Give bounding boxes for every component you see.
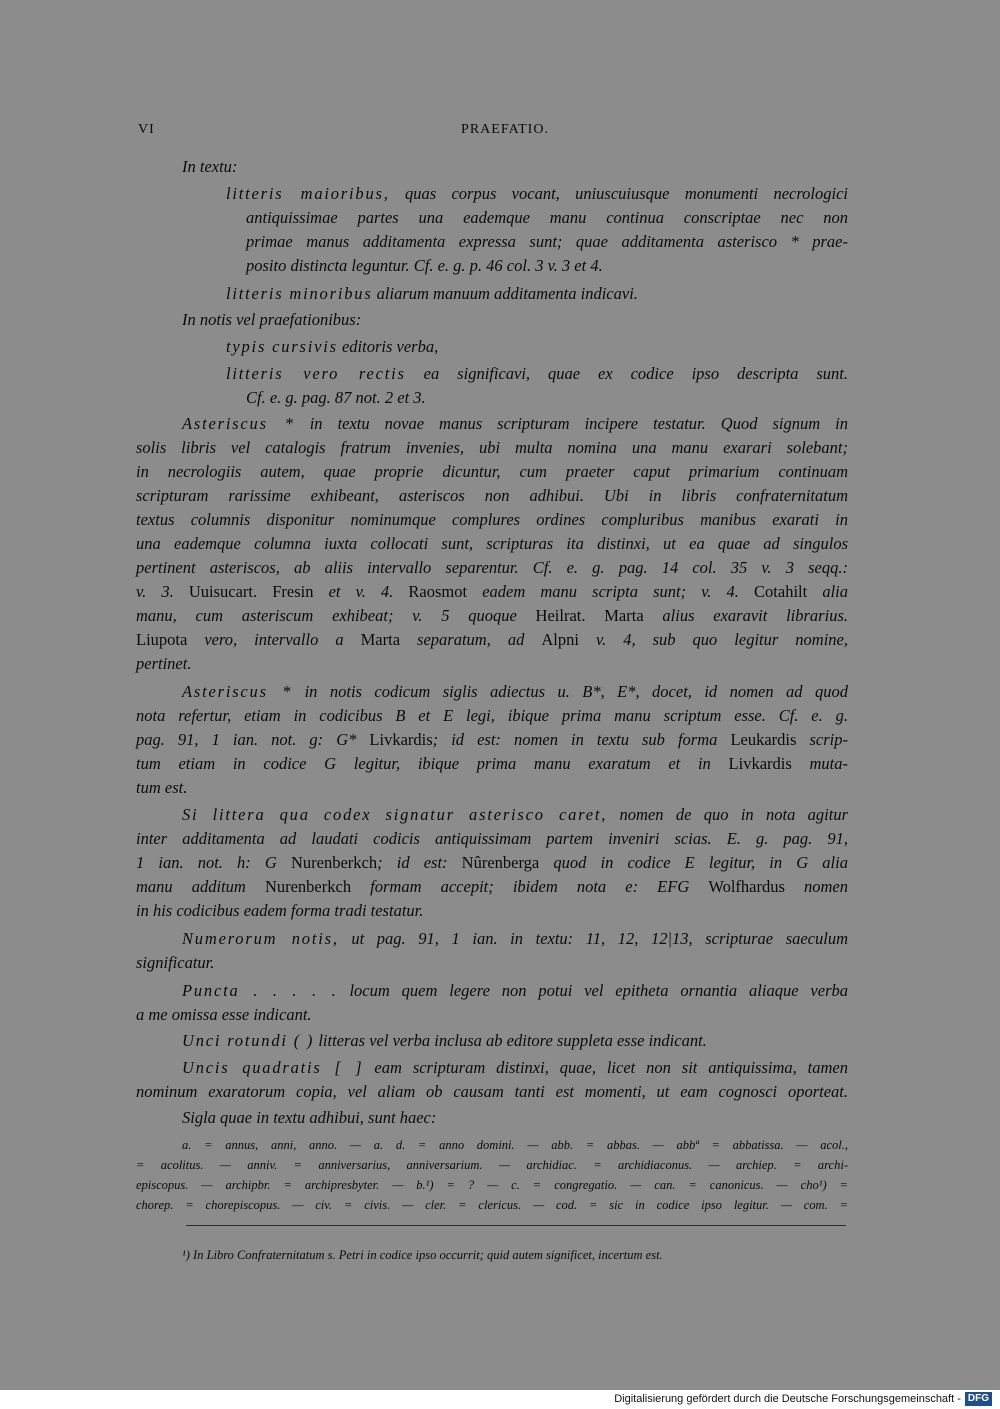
text-line: Unci rotundi ( ) litteras vel verba inclusa ab editore suppleta esse indicant. (182, 1031, 707, 1050)
text-line: significatur. (136, 953, 215, 972)
text-line: pag. 91, 1 ian. not. g: G* Livkardis; id est: nomen in textu sub forma Leukardis scrip- (136, 730, 848, 749)
page-number: VI (138, 122, 155, 137)
footnote-rule (186, 1225, 846, 1226)
text-line: Numerorum notis, ut pag. 91, 1 ian. in textu: 11, 12, 12|13, scripturae saeculum (182, 929, 849, 948)
text-line: In textu: (182, 157, 238, 176)
text-line: v. 3. Uuisucart. Fresin et v. 4. Raosmot eadem manu scripta sunt; v. 4. Cotahilt alia (136, 582, 848, 601)
text-line: Asteriscus * in notis codicum siglis adiectus u. B*, E*, docet, id nomen ad quod (182, 682, 848, 701)
text-line: nominum exaratorum copia, vel aliam ob causam tanti est momenti, ut eam cognosci oporteat. (136, 1082, 848, 1101)
sigla-line: = acolitus. — anniv. = anniversarius, anniversarium. — archidiac. = archidiaconus. — archiep. = archi- (136, 1158, 848, 1172)
text-line: in necrologiis autem, quae proprie dicuntur, cum praeter caput primarium continuam (136, 462, 848, 481)
text-line: pertinent asteriscos, ab aliis intervallo separentur. Cf. e. g. pag. 14 col. 35 v. 3 seqq.: (136, 558, 848, 577)
text-line: Sigla quae in textu adhibui, sunt haec: (182, 1108, 437, 1127)
text-line: litteris minoribus aliarum manuum additamenta indicavi. (226, 284, 638, 303)
text-line: a me omissa esse indicant. (136, 1005, 312, 1024)
text-line: Uncis quadratis [ ] eam scripturam distinxi, quae, licet non sit antiquissima, tamen (182, 1058, 848, 1077)
text-line: 1 ian. not. h: G Nurenberkch; id est: Nûrenberga quod in codice E legitur, in G alia (136, 853, 848, 872)
text-line: in his codicibus eadem forma tradi testatur. (136, 901, 424, 920)
sigla-line: a. = annus, anni, anno. — a. d. = anno domini. — abb. = abbas. — abbª = abbatissa. — acol., (182, 1138, 848, 1152)
text-line: manu additum Nurenberkch formam accepit; ibidem nota e: EFG Wolfhardus nomen (136, 877, 848, 896)
text-line: posito distincta leguntur. Cf. e. g. p. 46 col. 3 v. 3 et 4. (246, 256, 603, 275)
text-line: nota refertur, etiam in codicibus B et E legi, ibique prima manu scriptum esse. Cf. e. g. (136, 706, 848, 725)
text-line: una eademque columna iuxta collocati sunt, scripturas ita distinxi, ut ea quae ad singulos (136, 534, 848, 553)
text-line: textus columnis disponitur nominumque complures ordines compluribus manibus exarati in (136, 510, 848, 529)
sigla-line: chorep. = chorepiscopus. — civ. = civis. — cler. = clericus. — cod. = sic in codice ipso legitur. — com. = (136, 1198, 848, 1212)
footnote: ¹) In Libro Confraternitatum s. Petri in codice ipso occurrit; quid autem significet, incertum est. (182, 1248, 663, 1262)
text-line: manu, cum asteriscum exhibeat; v. 5 quoque Heilrat. Marta alius exaravit librarius. (136, 606, 848, 625)
footer-bar (0, 1390, 1000, 1409)
text-line: scripturam rarissime exhibeant, asteriscos non adhibui. Ubi in libris confraternitatum (136, 486, 848, 505)
text-line: litteris vero rectis ea significavi, quae ex codice ipso descripta sunt. (226, 364, 849, 383)
text-line: inter additamenta ad laudati codicis antiquissimam partem inveniri scias. E. g. pag. 91, (136, 829, 848, 848)
footer-text: Digitalisierung gefördert durch die Deutsche Forschungsgemeinschaft - (614, 1393, 961, 1405)
text-line: pertinet. (136, 654, 192, 673)
sigla-line: episcopus. — archipbr. = archipresbyter. — b.¹) = ? — c. = congregatio. — can. = canonicus. — cho¹) = (136, 1178, 848, 1192)
text-line: litteris maioribus, quas corpus vocant, uniuscuiusque monumenti necrologici (226, 184, 848, 203)
text-line: primae manus additamenta expressa sunt; quae additamenta asterisco * prae- (246, 232, 848, 251)
running-title: PRAEFATIO. (461, 122, 549, 137)
text-line: Asteriscus * in textu novae manus scripturam incipere testatur. Quod signum in (182, 414, 848, 433)
dfg-logo: DFG (965, 1392, 992, 1406)
text-line: typis cursivis editoris verba, (226, 337, 439, 356)
text-line: Si littera qua codex signatur asterisco caret, nomen de quo in nota agitur (182, 805, 849, 824)
text-line: In notis vel praefationibus: (182, 310, 362, 329)
text-line: tum est. (136, 778, 188, 797)
text-line: Cf. e. g. pag. 87 not. 2 et 3. (246, 388, 426, 407)
text-line: Puncta . . . . . locum quem legere non potui vel epitheta ornantia aliaque verba (182, 981, 848, 1000)
text-line: antiquissimae partes una eademque manu continua conscriptae nec non (246, 208, 848, 227)
text-line: Liupota vero, intervallo a Marta separatum, ad Alpni v. 4, sub quo legitur nomine, (136, 630, 848, 649)
text-line: tum etiam in codice G legitur, ibique prima manu exaratum et in Livkardis muta- (136, 754, 848, 773)
text-line: solis libris vel catalogis fratrum invenies, ubi multa nomina una manu exarari solebant; (136, 438, 848, 457)
